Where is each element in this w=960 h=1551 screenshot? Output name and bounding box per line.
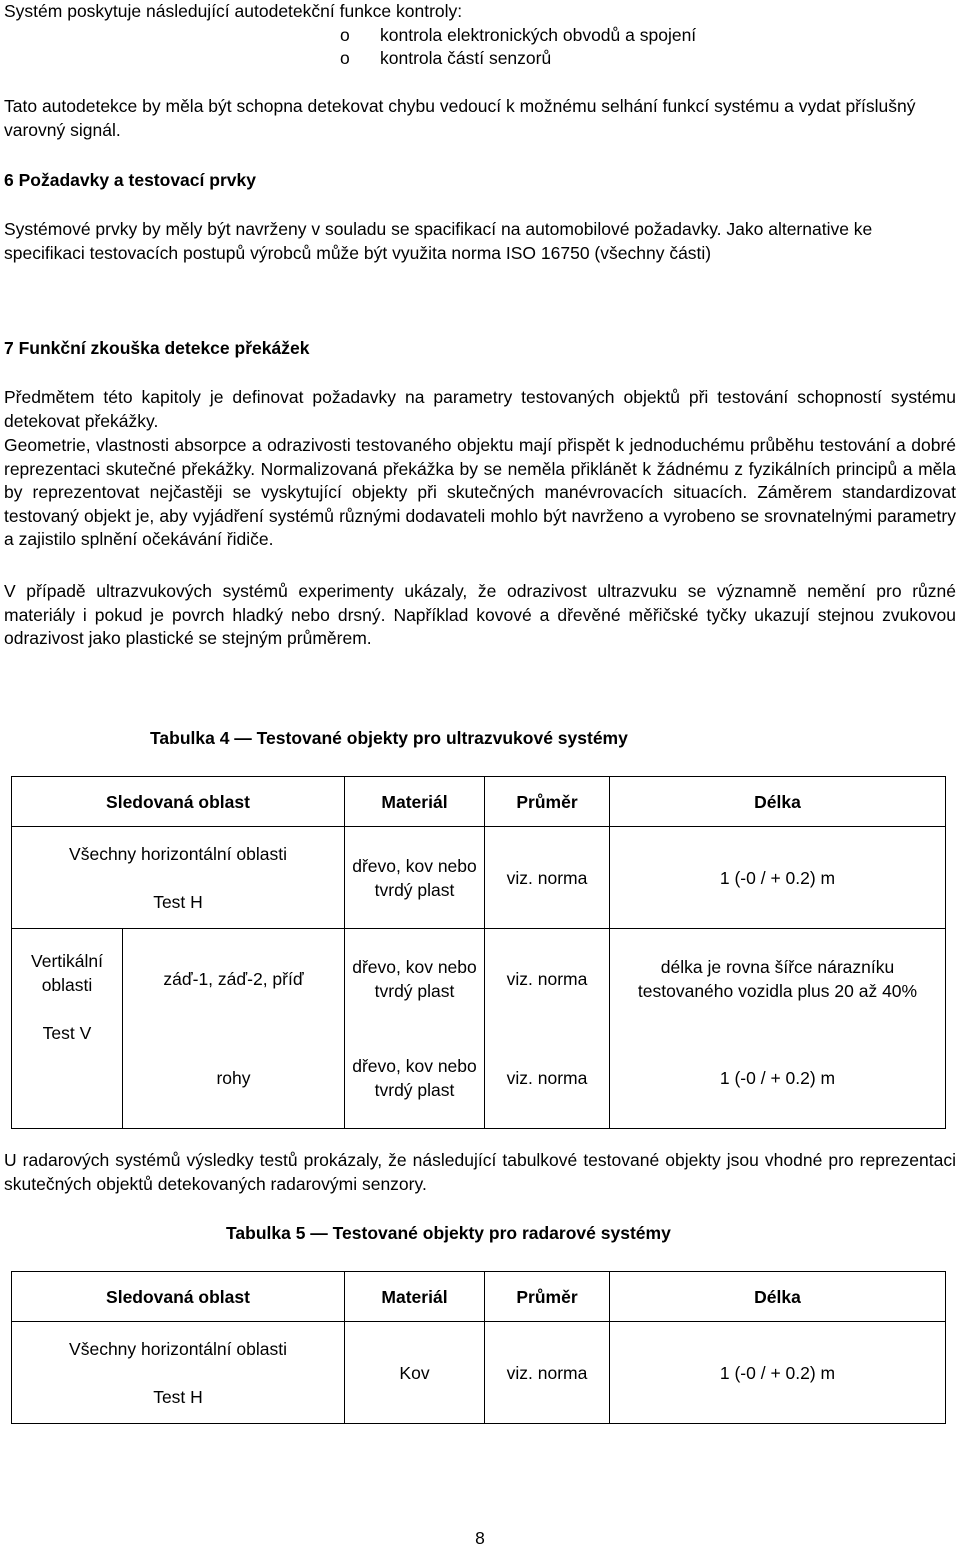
length-cell: 1 (-0 / + 0.2) m [610, 1322, 946, 1424]
section-paragraph: V případě ultrazvukových systémů experimenty ukázaly, že odrazivost ultrazvuku se významně nemění pro různé materiály i pokud je povrch hladký nebo drsný. Například kovové a dřevěné měřičské tyčky ukazují stejnou zvukovou odrazivost jako plastické se stejným průměrem. [4, 581, 956, 649]
header-cell: Délka [610, 777, 946, 827]
bullet-text: kontrola částí senzorů [380, 48, 552, 68]
intro-paragraph: Tato autodetekce by měla být schopna detekovat chybu vedoucí k možnému selhání funkcí systému a vydat příslušný varovný signál. [4, 96, 916, 140]
radar-intro-paragraph: U radarových systémů výsledky testů prokázaly, že následující tabulkové testované objekty jsou vhodné pro reprezentaci skutečných objektů detekovaných radarovými senzory. [4, 1150, 956, 1194]
diameter-cell: viz. norma [485, 1322, 610, 1424]
header-cell: Materiál [345, 1272, 485, 1322]
section-paragraph: Geometrie, vlastnosti absorpce a odrazivosti testovaného objektu mají přispět k jednoduchému průběhu testování a dobré reprezentaci skutečné překážky. Normalizovaná překážka by se neměla přiklánět k žádnému z fyzikálních principů a měla by reprezentovat nejčastěji se vyskytující objekty při skutečných manévrovacích situacích. Záměrem standardizovat testovaný objekt je, aby vyjádření systémů různými dodavateli mohlo být navrženo a vyrobeno se srovnatelnými parametry a zajistilo splnění očekávání řidiče. [4, 435, 956, 550]
diameter-cell: viz. norma [485, 1029, 610, 1129]
section-heading: 6 Požadavky a testovací prvky [4, 170, 256, 190]
sub-area-cell: záď-1, záď-2, příď [123, 929, 345, 1029]
area-cell [12, 827, 345, 929]
diameter-cell: viz. norma [485, 929, 610, 1029]
page-number: 8 [475, 1528, 485, 1548]
table-header-row [12, 1272, 946, 1322]
area-label: Všechny horizontální oblasti [69, 1338, 287, 1359]
material-cell: dřevo, kov nebo tvrdý plast [345, 929, 485, 1029]
section-heading: 7 Funkční zkouška detekce překážek [4, 338, 310, 358]
header-cell: Průměr [485, 1272, 610, 1322]
section-paragraph: Systémové prvky by měly být navrženy v souladu se spacifikací na automobilové požadavky. Jako alternative ke specifikaci testovacích postupů výrobců může být využita norma ISO 16750 (všechny části) [4, 219, 873, 263]
bullet-marker: o [340, 48, 350, 68]
vertical-group-label: Vertikální oblasti [31, 951, 103, 995]
vertical-group-cell [12, 929, 123, 1129]
header-cell: Průměr [485, 777, 610, 827]
radar-objects-table [11, 1271, 946, 1424]
material-cell: dřevo, kov nebo tvrdý plast [345, 1029, 485, 1129]
area-cell [12, 1322, 345, 1424]
bullet-marker: o [340, 25, 350, 45]
area-label: Všechny horizontální oblasti [69, 843, 287, 864]
length-cell: 1 (-0 / + 0.2) m [610, 1029, 946, 1129]
vertical-test-label: Test V [42, 1023, 92, 1043]
table-caption: Tabulka 4 — Testované objekty pro ultrazvukové systémy [150, 728, 628, 748]
header-cell: Materiál [345, 777, 485, 827]
header-cell: Sledovaná oblast [12, 1272, 345, 1322]
length-cell: 1 (-0 / + 0.2) m [610, 827, 946, 929]
material-cell: Kov [345, 1322, 485, 1424]
table-header-row [12, 777, 946, 827]
sub-area-cell: rohy [123, 1029, 345, 1129]
table-row [12, 1029, 946, 1129]
header-cell: Délka [610, 1272, 946, 1322]
header-cell: Sledovaná oblast [12, 777, 345, 827]
area-test-label: Test H [153, 1386, 203, 1407]
table-row [12, 827, 946, 929]
bullet-text: kontrola elektronických obvodů a spojení [380, 25, 697, 45]
ultrasonic-objects-table [11, 776, 946, 1129]
diameter-cell: viz. norma [485, 827, 610, 929]
material-cell: dřevo, kov nebo tvrdý plast [345, 827, 485, 929]
area-test-label: Test H [153, 891, 203, 912]
table-row [12, 1322, 946, 1424]
section-paragraph: Předmětem této kapitoly je definovat požadavky na parametry testovaných objektů při testování schopností systému detekovat překážky. [4, 387, 956, 431]
table-row [12, 929, 946, 1029]
intro-line: Systém poskytuje následující autodetekční funkce kontroly: [4, 1, 463, 21]
table-caption: Tabulka 5 — Testované objekty pro radarové systémy [226, 1223, 671, 1243]
length-cell: délka je rovna šířce nárazníku testovaného vozidla plus 20 až 40% [610, 929, 946, 1029]
